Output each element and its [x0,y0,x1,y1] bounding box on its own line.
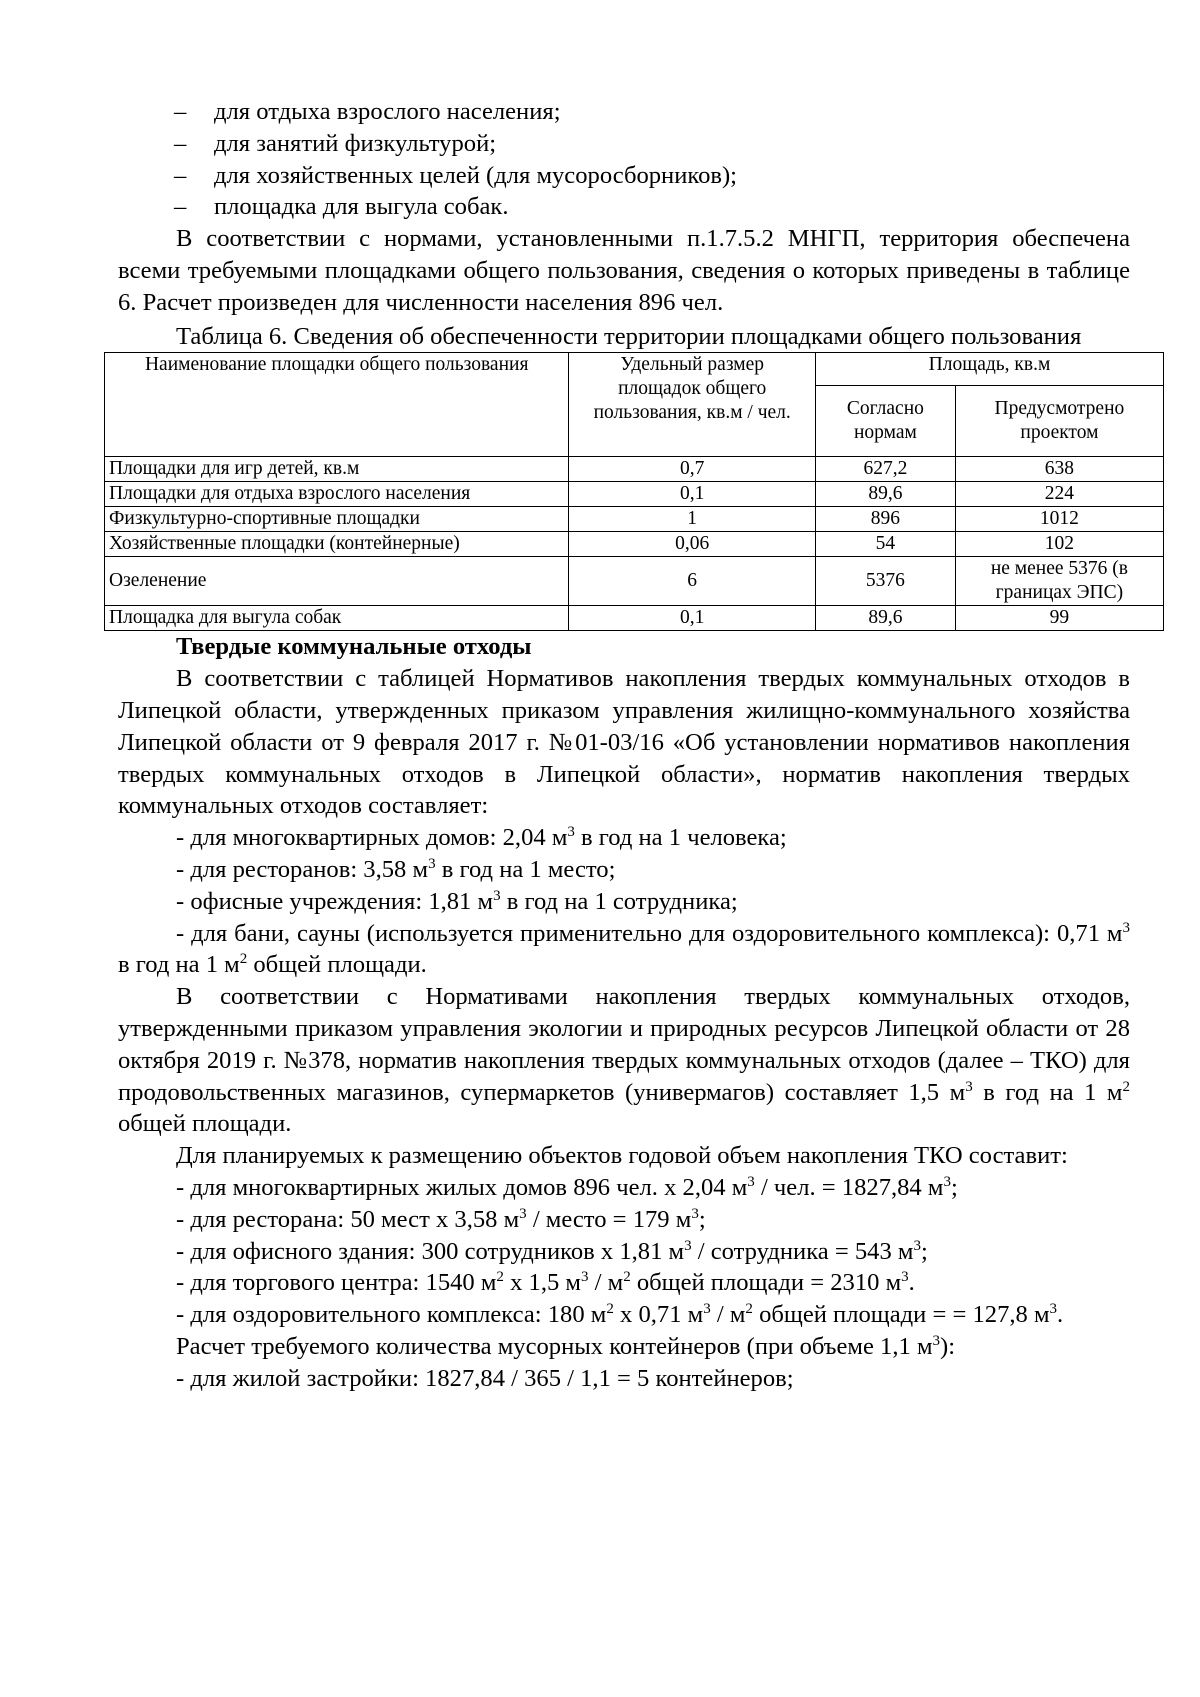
containers-intro: Расчет требуемого количества мусорных контейнеров (при объеме 1,1 $м^3$): [176,1332,956,1360]
calc-line: - для офисного здания: 300 сотрудников х 1,81 $м^3$ / сотрудника = 543 $м^3$; [176,1237,928,1265]
bullet-item: – для занятий физкультурой; [118,128,1130,160]
intro-paragraph: В соответствии с нормами, установленными п.1.7.5.2 МНГП, территория обеспечена всеми требуемыми площадками общего пользования, сведения о которых приведены в таблице 6. Расчет произведен для численности населения 896 чел. [118,225,1130,316]
calc-line: - для многоквартирных жилых домов 896 чел. х 2,04 $м^3$ / чел. = 1827,84 $м^3$; [176,1173,958,1201]
bullet-item: – для хозяйственных целей (для мусоросборников); [118,160,1130,192]
cell-norm: 54 [815,532,955,557]
cell-specific: 6 [569,557,816,606]
header-name: Наименование площадки общего пользования [105,353,569,457]
header-norm: Согласно нормам [815,386,955,457]
cell-specific: 0,1 [569,606,816,631]
table-row [105,557,1164,606]
header-specific: Удельный размер площадок общего пользования, кв.м / чел. [569,353,816,457]
calc-line: - для оздоровительного комплекса: 180 $м^2$ х 0,71 $м^3 / м^2$ общей площади = = 127,8 $м^3$. [176,1301,1064,1329]
paragraph-norms-intro: В соответствии с таблицей Нормативов накопления твердых коммунальных отходов в Липецкой области, утвержденных приказом управления жилищно-коммунального хозяйства Липецкой области от 9 февраля 2017 г. №01-03/16 «Об установлении нормативов накопления твердых коммунальных отходов в Липецкой области», норматив накопления твердых коммунальных отходов составляет: [118,665,1130,820]
calc-line: - для ресторана: 50 мест х 3,58 $м^3$ / место = 179 $м^3$; [176,1205,706,1233]
table-row [105,457,1164,482]
norm-line: - для многоквартирных домов: 2,04 $м^3$ в год на 1 человека; [176,824,787,852]
calc-line: - для торгового центра: 1540 $м^2$ х 1,5 $м^3 / м^2$ общей площади = 2310 $м^3$. [176,1269,915,1297]
table-row [105,606,1164,631]
paragraph-annual-volume: Для планируемых к размещению объектов годовой объем накопления ТКО составит: [176,1142,1068,1170]
playgrounds-table [104,352,1164,631]
cell-specific: 1 [569,507,816,532]
cell-project: 1012 [955,507,1163,532]
table-row [105,507,1164,532]
cell-name: Площадки для отдыха взрослого населения [105,482,569,507]
cell-project: 224 [955,482,1163,507]
cell-name: Хозяйственные площадки (контейнерные) [105,532,569,557]
table-row [105,482,1164,507]
cell-name: Озеленение [105,557,569,606]
cell-project: не менее 5376 (в границах ЭПС) [955,557,1163,606]
header-area: Площадь, кв.м [815,353,1163,386]
table-header-row [105,353,1164,386]
bullet-item: – для отдыха взрослого населения; [118,96,1130,128]
cell-norm: 5376 [815,557,955,606]
norm-line: - для ресторанов: 3,58 $м^3$ в год на 1 место; [176,855,616,883]
cell-norm: 627,2 [815,457,955,482]
cell-project: 99 [955,606,1163,631]
norm-line: - офисные учреждения: 1,81 $м^3$ в год на 1 сотрудника; [176,887,738,915]
cell-name: Площадки для игр детей, кв.м [105,457,569,482]
section-heading: Твердые коммунальные отходы [176,633,532,661]
paragraph-store-norms: В соответствии с Нормативами накопления твердых коммунальных отходов, утвержденными приказом управления экологии и природных ресурсов Липецкой области от 28 октября 2019 г. №378, норматив накопления твердых коммунальных отходов (далее – ТКО) для продовольственных магазинов, супермаркетов (универмагов) составляет 1,5 $м^3$ в год на 1 $м^2$ общей площади. [118,983,1130,1138]
containers-line: - для жилой застройки: 1827,84 / 365 / 1,1 = 5 контейнеров; [176,1364,794,1392]
header-project: Предусмотрено проектом [955,386,1163,457]
cell-specific: 0,06 [569,532,816,557]
table-caption: Таблица 6. Сведения об обеспеченности территории площадками общего пользования [176,322,1082,350]
cell-name: Физкультурно-спортивные площадки [105,507,569,532]
cell-project: 102 [955,532,1163,557]
cell-norm: 89,6 [815,606,955,631]
cell-norm: 896 [815,507,955,532]
table-row [105,532,1164,557]
bullet-item: – площадка для выгула собак. [118,191,1130,223]
norm-line: - для бани, сауны (используется применительно для оздоровительного комплекса): 0,71 $м^3$ в год на 1 $м^2$ общей площади. [118,919,1130,979]
cell-name: Площадка для выгула собак [105,606,569,631]
cell-specific: 0,7 [569,457,816,482]
cell-project: 638 [955,457,1163,482]
bullet-list [118,96,1130,223]
cell-norm: 89,6 [815,482,955,507]
cell-specific: 0,1 [569,482,816,507]
document-page [109,96,1130,1395]
